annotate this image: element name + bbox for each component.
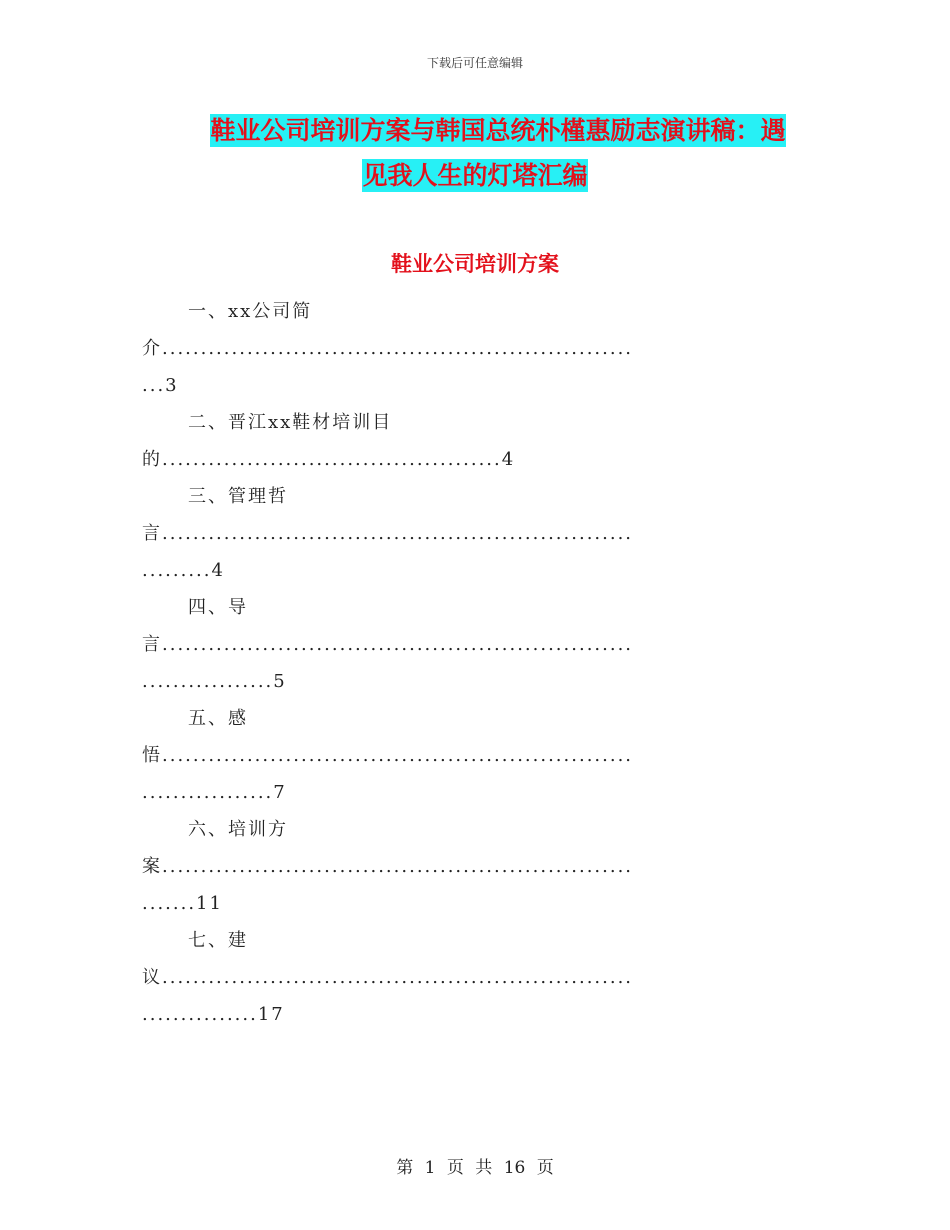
toc-entry-suggestions: [142, 922, 802, 1033]
document-title: [0, 108, 950, 198]
toc-entry-page-line: ...3: [142, 375, 179, 396]
toc-entry-reflections: [142, 700, 802, 811]
document-title-line-2: 见我人生的灯塔汇编: [362, 161, 588, 190]
toc-entry-heading: 四、导: [188, 597, 248, 618]
toc-entry-heading: 七、建: [188, 930, 248, 951]
toc-entry-page-line: ...............17: [142, 1004, 285, 1025]
toc-entry-leader-line: 议.............................................................: [142, 967, 634, 988]
toc-entry-leader-line: 悟.............................................................: [142, 745, 634, 766]
toc-entry-page-line: .........4: [142, 560, 225, 581]
toc-entry-leader-line: 的............................................4: [142, 449, 516, 470]
toc-entry-heading: 一、xx公司简: [188, 301, 313, 322]
toc-entry-heading: 二、晋江xx鞋材培训目: [188, 412, 393, 433]
document-title-line-1: 鞋业公司培训方案与韩国总统朴槿惠励志演讲稿：遇: [210, 116, 786, 145]
toc-entry-leader-line: 介.............................................................: [142, 338, 634, 359]
toc-entry-company-intro: [142, 293, 802, 404]
toc-entry-leader-line: 言.............................................................: [142, 634, 634, 655]
toc-entry-leader-line: 言.............................................................: [142, 523, 634, 544]
toc-entry-page-line: .......11: [142, 893, 223, 914]
page-footer: 第 1 页 共 16 页: [396, 1158, 554, 1178]
toc-entry-heading: 六、培训方: [188, 819, 288, 840]
toc-entry-introduction: [142, 589, 802, 700]
toc-entry-page-line: .................5: [142, 671, 287, 692]
toc-entry-page-line: .................7: [142, 782, 287, 803]
toc-entry-management-motto: [142, 478, 802, 589]
toc-entry-leader-line: 案.............................................................: [142, 856, 634, 877]
toc-entry-heading: 三、管理哲: [188, 486, 288, 507]
toc-entry-training-purpose: [142, 404, 802, 478]
section-title: 鞋业公司培训方案: [391, 252, 559, 276]
table-of-contents: [142, 293, 802, 1033]
toc-entry-training-plan: [142, 811, 802, 922]
toc-entry-heading: 五、感: [188, 708, 248, 729]
header-note: 下载后可任意编辑: [426, 56, 523, 70]
